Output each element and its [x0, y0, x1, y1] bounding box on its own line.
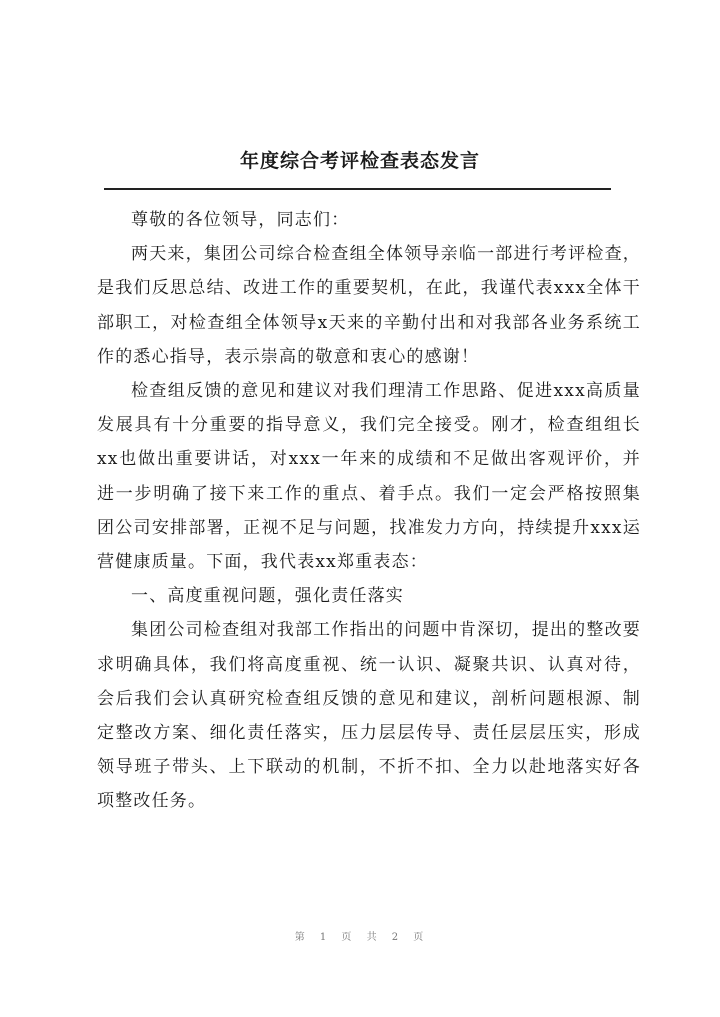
title-divider	[104, 188, 611, 190]
salutation: 尊敬的各位领导，同志们：	[131, 210, 350, 230]
document-title: 年度综合考评检查表态发言	[239, 150, 480, 172]
paragraph-rectification: 集团公司检查组对我部工作指出的问题中肯深切，提出的整改要求明确具体，我们将高度重视、统一认识、凝聚共识、认真对待，会后我们会认真研究检查组反馈的意见和建议，剖析问题根源、制定整改方案、细化责任落实，压力层层传导、责任层层压实，形成领导班子带头、上下联动的机制，不折不扣、全力以赴地落实好各项整改任务。	[97, 620, 641, 812]
document-body	[97, 203, 641, 819]
paragraph-thanks: 两天来，集团公司综合检查组全体领导亲临一部进行考评检查，是我们反思总结、改进工作的重要契机，在此，我谨代表xxx全体干部职工，对检查组全体领导x天来的辛勤付出和对我部各业务系统工作的悉心指导，表示崇高的敬意和衷心的感谢！	[97, 244, 641, 367]
section-heading-1: 一、高度重视问题，强化责任落实	[131, 586, 404, 607]
page-number: 第 1 页 共 2 页	[294, 932, 426, 943]
paragraph-feedback: 检查组反馈的意见和建议对我们理清工作思路、促进xxx高质量发展具有十分重要的指导意义，我们完全接受。刚才，检查组组长xx也做出重要讲话，对xxx一年来的成绩和不足做出客观评价，并进一步明确了接下来工作的重点、着手点。我们一定会严格按照集团公司安排部署，正视不足与问题，找准发力方向，持续提升xxx运营健康质量。下面，我代表xx郑重表态：	[97, 381, 641, 573]
